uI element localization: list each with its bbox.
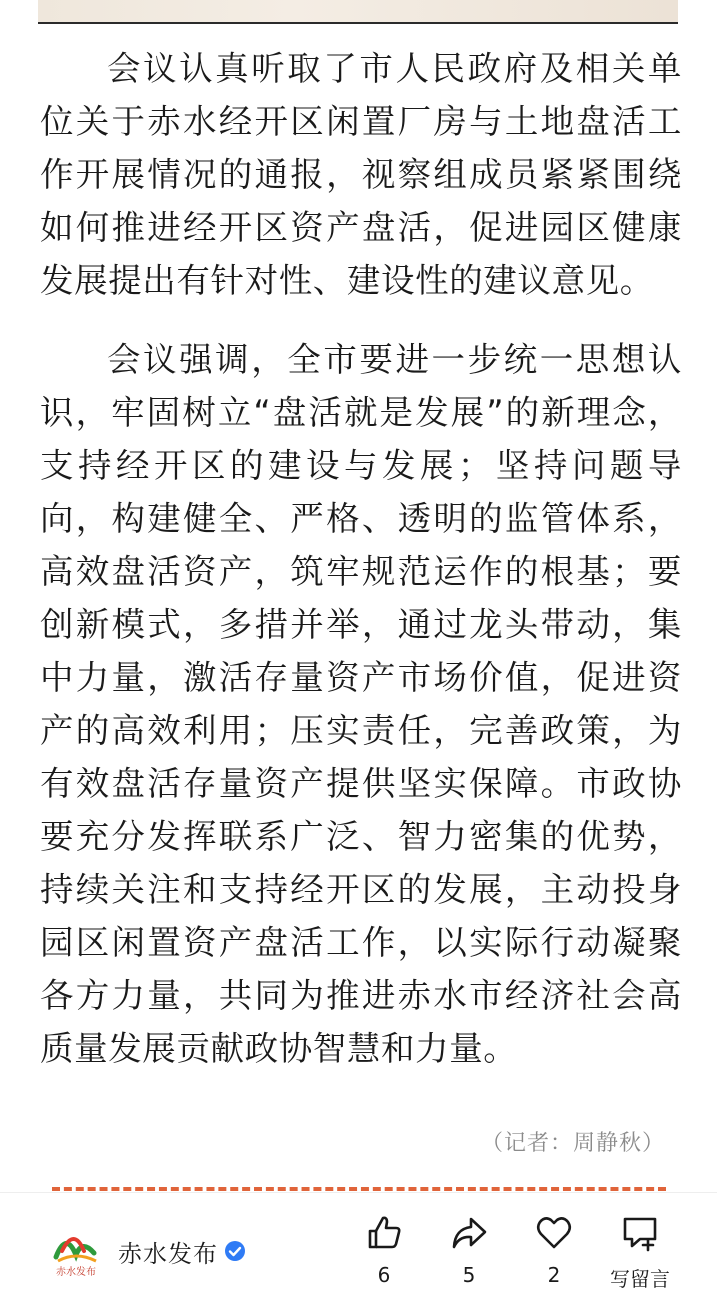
bottom-action-bar (0, 1192, 717, 1315)
article-paragraph-1: 会议认真听取了市人民政府及相关单位关于赤水经开区闲置厂房与土地盘活工作开展情况的通报，视察组成员紧紧围绕如何推进经开区资产盘活，促进园区健康发展提出有针对性、建设性的建议意见。 (40, 49, 682, 300)
favorite-count: 2 (547, 1263, 561, 1287)
dashed-divider (52, 1187, 666, 1191)
account-logo[interactable] (46, 1221, 106, 1281)
like-button[interactable] (344, 1213, 424, 1287)
top-image-strip (38, 0, 678, 24)
logo-text: 赤水发布 (56, 1267, 96, 1278)
share-count: 5 (462, 1263, 476, 1287)
share-button[interactable] (429, 1213, 509, 1287)
heart-icon (534, 1213, 574, 1253)
comment-label: 写留言 (610, 1267, 670, 1291)
favorite-button[interactable] (514, 1213, 594, 1287)
chishui-logo-icon (46, 1221, 106, 1281)
thumbs-up-icon (364, 1213, 404, 1253)
share-arrow-icon (449, 1213, 489, 1253)
verified-badge-icon (224, 1240, 246, 1262)
comment-button[interactable] (600, 1213, 680, 1292)
comment-plus-icon (620, 1213, 660, 1253)
article-body (40, 42, 682, 1101)
like-count: 6 (377, 1263, 391, 1287)
article-paragraph-2: 会议强调，全市要进一步统一思想认识，牢固树立“盘活就是发展”的新理念，支持经开区的建设与发展；坚持问题导向，构建健全、严格、透明的监管体系，高效盘活资产，筑牢规范运作的根基；要创新模式，多措并举，通过龙头带动，集中力量，激活存量资产市场价值，促进资产的高效利用；压实责任，完善政策，为有效盘活存量资产提供坚实保障。市政协要充分发挥联系广泛、智力密集的优势，持续关注和支持经开区的发展，主动投身园区闲置资产盘活工作，以实际行动凝聚各方力量，共同为推进赤水市经济社会高质量发展贡献政协智慧和力量。 (40, 340, 682, 1068)
account-name[interactable]: 赤水发布 (118, 1239, 218, 1268)
account-brand[interactable] (46, 1221, 246, 1281)
byline: （记者：周静秋） (480, 1131, 665, 1156)
